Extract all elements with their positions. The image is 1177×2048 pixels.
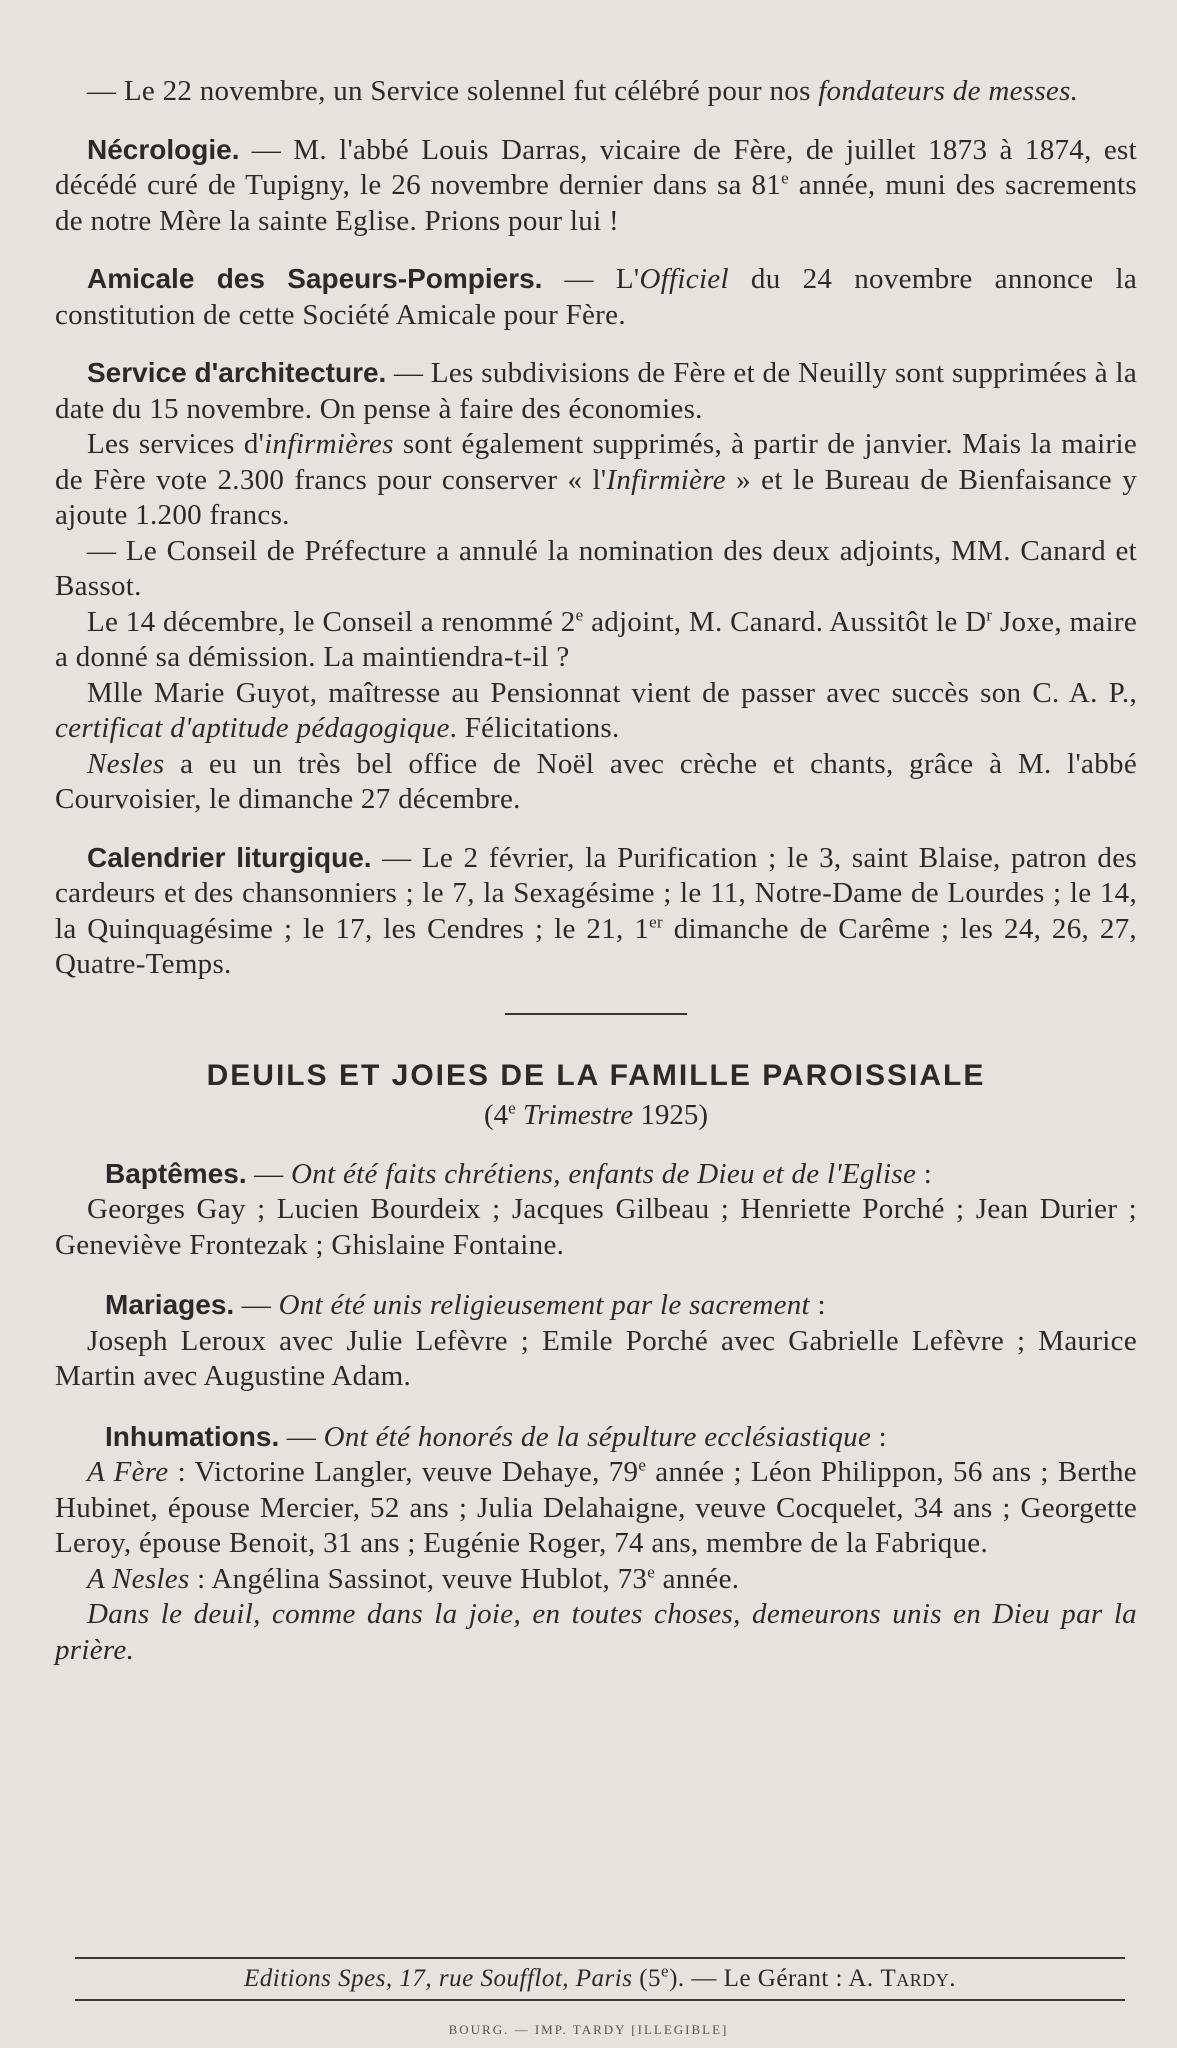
text: adjoint, M. Canard. Aussitôt le D <box>583 605 987 638</box>
text: — Le 2 février, la Purification ; le 3, saint Blaise, patron des cardeurs et des chansonniers ; le 7, la Sexagésime ; le 11, Notre-Dame de Lourdes ; le 14, la Quinquagésime ; le 17, les Cendres ; le 21, 1 <box>55 841 1137 945</box>
publisher-footer <box>75 1957 1125 2001</box>
paragraph-service-solennel <box>55 74 1137 110</box>
text-italic: A Nesles <box>87 1562 190 1595</box>
text: a eu un très bel office de Noël avec crèche et chants, grâce à M. l'abbé Courvoisier, le dimanche 27 décembre. <box>55 747 1137 815</box>
text: — <box>246 1157 292 1190</box>
paragraph-adjoint <box>55 605 1137 676</box>
text: : Angélina Sassinot, veuve Hublot, 73 <box>189 1562 648 1595</box>
printer-line: BOURG. — IMP. TARDY [ILLEGIBLE] <box>448 2022 729 2037</box>
text: (5 <box>632 1965 662 1992</box>
text: : <box>871 1420 888 1453</box>
text-italic: certificat d'aptitude pédagogique <box>55 712 450 744</box>
text-italic: fondateurs de messes. <box>818 75 1079 107</box>
mariages-section <box>55 1287 1137 1395</box>
heading-architecture: Service d'architecture. <box>87 357 387 388</box>
paragraph-calendrier <box>55 840 1137 983</box>
heading-baptemes: Baptêmes. <box>105 1157 247 1189</box>
text: Joxe, maire a donné sa démission. La maintiendra-t-il ? <box>55 605 1138 673</box>
inhumations-fere <box>55 1455 1137 1562</box>
text: — Le Conseil de Préfecture a annulé la nomination des deux adjoints, MM. Canard et Bassot. <box>55 534 1137 602</box>
text: année, muni des sacrements de notre Mère la sainte Eglise. Prions pour lui ! <box>55 169 1137 237</box>
text: — <box>279 1420 324 1453</box>
superscript: e <box>661 1961 670 1981</box>
superscript: r <box>986 604 993 624</box>
text-italic: infirmières <box>264 428 394 460</box>
text: — Le 22 novembre, un Service solennel fut célébré pour nos <box>87 75 819 107</box>
paragraph-architecture <box>55 355 1137 427</box>
superscript: e <box>508 1097 516 1117</box>
text-italic: Dans le deuil, comme dans la joie, en toutes choses, demeurons unis en Dieu par la prière. <box>55 1598 1137 1666</box>
text: — M. l'abbé Louis Darras, vicaire de Fère, de juillet 1873 à 1874, est décédé curé de Tupigny, le 26 novembre dernier dans sa 81 <box>55 133 1137 201</box>
superscript: e <box>781 168 789 188</box>
text: année. <box>655 1562 740 1595</box>
text: . <box>949 1965 956 1992</box>
heading-necrologie: Nécrologie. <box>87 133 240 165</box>
section-subtitle <box>55 1099 1137 1132</box>
baptemes-heading <box>55 1156 1137 1193</box>
inhumations-heading <box>55 1419 1137 1456</box>
text: — Le Gérant : A. <box>684 1965 881 1992</box>
paragraph-necrologie <box>55 132 1137 240</box>
closing-line <box>55 1597 1137 1668</box>
text: : <box>809 1289 826 1321</box>
text-italic: Trimestre <box>515 1098 634 1131</box>
paragraph-nesles-noel <box>55 747 1137 818</box>
text: du 24 novembre annonce la constitution de cette Société Amicale pour Fère. <box>55 263 1137 331</box>
inhumations-nesles <box>55 1562 1137 1598</box>
heading-calendrier: Calendrier liturgique. <box>87 841 372 873</box>
text: 1925) <box>633 1098 708 1131</box>
paragraph-conseil <box>55 534 1137 605</box>
text-italic: A Fère <box>87 1456 169 1488</box>
text: (4 <box>484 1098 509 1131</box>
section-divider <box>505 1013 687 1015</box>
text: : <box>916 1157 933 1190</box>
heading-mariages: Mariages. <box>105 1289 235 1320</box>
text: — Les subdivisions de Fère et de Neuilly sont supprimées à la date du 15 novembre. On pense à faire des économies. <box>55 357 1138 425</box>
inhumations-section <box>55 1419 1137 1669</box>
text: année ; Léon Philippon, 56 ans ; Berthe Hubinet, épouse Mercier, 52 ans ; Julia Delahaigne, veuve Cocquelet, 34 ans ; Georgette Leroy, épouse Benoit, 31 ans ; Eugénie Roger, 74 ans, membre de la Fabrique. <box>55 1456 1137 1559</box>
superscript: e <box>638 1455 647 1475</box>
text-italic: Ont été honorés de la sépulture ecclésiastique <box>323 1420 872 1453</box>
text: Mlle Marie Guyot, maîtresse au Pensionnat vient de passer avec succès son C. A. P., <box>87 676 1137 709</box>
section-title: DEUILS ET JOIES DE LA FAMILLE PAROISSIALE <box>206 1058 986 1092</box>
superscript: e <box>575 604 584 624</box>
heading-amicale: Amicale des Sapeurs-Pompiers. <box>87 263 543 294</box>
gerant-name: Tardy <box>880 1965 950 1992</box>
text: » et le Bureau de Bienfaisance y ajoute 1.200 francs. <box>55 463 1137 531</box>
mariages-heading <box>55 1287 1137 1324</box>
text: — <box>234 1289 279 1321</box>
text: Les services d' <box>87 428 265 460</box>
text: : Victorine Langler, veuve Dehaye, 79 <box>168 1456 639 1488</box>
text: . Félicitations. <box>449 712 620 744</box>
text: ). <box>669 1965 685 1992</box>
paragraph-guyot <box>55 676 1137 747</box>
text: dimanche de Carême ; les 24, 26, 27, Quatre-Temps. <box>55 912 1137 980</box>
mariages-list: Joseph Leroux avec Julie Lefèvre ; Emile Porché avec Gabrielle Lefèvre ; Maurice Martin avec Augustine Adam. <box>55 1324 1137 1392</box>
text-italic: Editions Spes, 17, rue Soufflot, Paris <box>244 1965 633 1992</box>
baptemes-list: Georges Gay ; Lucien Bourdeix ; Jacques Gilbeau ; Henriette Porché ; Jean Durier ; Geneviève Frontezak ; Ghislaine Fontaine. <box>55 1193 1137 1261</box>
text-italic: Infirmière <box>606 463 726 496</box>
text: Le 14 décembre, le Conseil a renommé 2 <box>87 605 576 638</box>
paragraph-infirmieres <box>55 427 1137 534</box>
text-italic: Officiel <box>639 263 729 295</box>
superscript: e <box>647 1561 656 1581</box>
paragraph-amicale <box>55 261 1137 333</box>
text: sont également supprimés, à partir de janvier. Mais la mairie de Fère vote 2.300 francs pour conserver « l' <box>55 428 1137 496</box>
baptemes-section <box>55 1156 1137 1264</box>
text-italic: Ont été unis religieusement par le sacrement <box>278 1289 810 1321</box>
text-italic: Ont été faits chrétiens, enfants de Dieu et de l'Eglise <box>291 1157 917 1190</box>
superscript: er <box>649 911 663 931</box>
heading-inhumations: Inhumations. <box>105 1420 280 1452</box>
text: — L' <box>542 263 640 295</box>
text-italic: Nesles <box>87 747 165 780</box>
